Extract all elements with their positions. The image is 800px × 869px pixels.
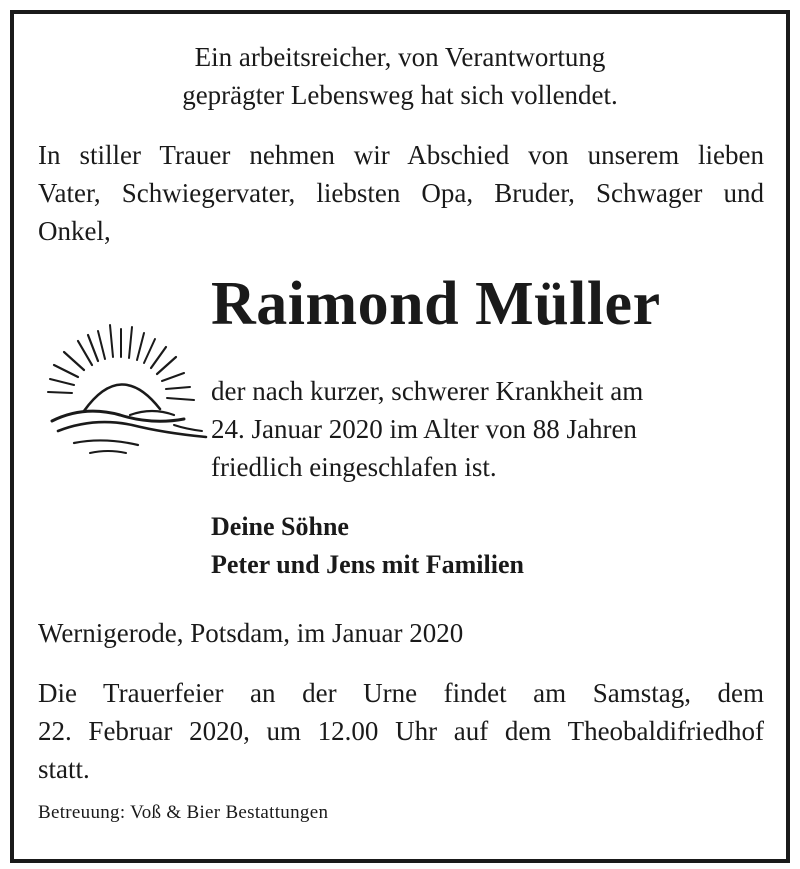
undertaker-credit: Betreuung: Voß & Bier Bestattungen <box>38 802 329 823</box>
ceremony-line: 22. Februar 2020, um 12.00 Uhr auf dem Theobaldifriedhof <box>38 716 764 746</box>
ceremony-notice <box>38 674 764 788</box>
family-line: Deine Söhne <box>211 512 349 541</box>
family-line: Peter und Jens mit Familien <box>211 550 524 579</box>
motto <box>14 38 786 114</box>
ceremony-line: statt. <box>38 754 90 784</box>
obituary-frame <box>10 10 790 863</box>
intro-line: Onkel, <box>38 216 111 246</box>
ceremony-line: Die Trauerfeier an der Urne findet am Samstag, dem <box>38 678 764 708</box>
death-notice-line: friedlich eingeschlafen ist. <box>211 452 497 482</box>
family-signature <box>211 508 524 584</box>
deceased-name: Raimond Müller <box>211 270 661 338</box>
motto-line: geprägter Lebensweg hat sich vollendet. <box>182 80 618 110</box>
place-and-date: Wernigerode, Potsdam, im Januar 2020 <box>38 618 464 648</box>
obituary-content <box>14 14 786 859</box>
death-notice <box>211 372 643 486</box>
intro-text <box>38 136 764 250</box>
death-notice-line: der nach kurzer, schwerer Krankheit am <box>211 376 644 406</box>
intro-line: Vater, Schwiegervater, liebsten Opa, Bruder, Schwager und <box>38 178 764 208</box>
death-notice-line: 24. Januar 2020 im Alter von 88 Jahren <box>211 414 637 444</box>
sunrise-over-hills-icon <box>34 319 209 469</box>
intro-line: In stiller Trauer nehmen wir Abschied von unserem lieben <box>38 140 764 170</box>
motto-line: Ein arbeitsreicher, von Verantwortung <box>194 42 606 72</box>
